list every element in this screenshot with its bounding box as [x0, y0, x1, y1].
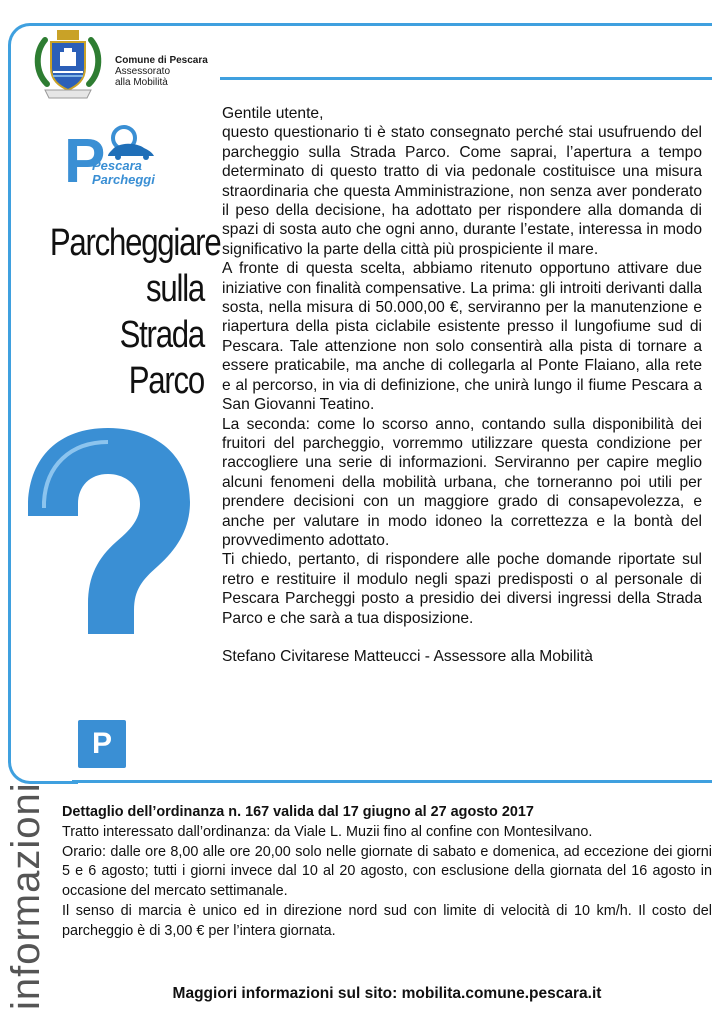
frame-top-line [220, 77, 712, 80]
letter-body [222, 104, 702, 666]
letter-paragraph: La seconda: come lo scorso anno, contando sulla disponibilità dei fruitori del parcheggio, vorremmo utilizzare questa condizione per raccogliere una serie di informazioni. Serviranno per capire meglio alcuni fenomeni della mobilità urbana, che torneranno poi utili per prendere decisioni con un maggiore grado di consapevolezza, e anche per valutare in modo idoneo la correttezza e la bontà del provvedimento adottato. [222, 415, 702, 549]
side-label: informazioni [4, 782, 48, 1010]
letter-paragraph: A fronte di questa scelta, abbiamo ritenuto opportuno attivare due iniziative con finalità compensative. La prima: gli introiti derivanti dalla sosta, nella misura di 50.000,00 €, serviranno per la manutenzione e riapertura della pista ciclabile esistente presso il lungofiume sud di Pescara. Tale attenzione non solo consentirà alla pista di tornare a essere praticabile, ma anche di collegarla al Ponte Flaiano, alla rete e al percorso, in via di definizione, che unirà lungo il fiume Pescara a San Giovanni Teatino. [222, 260, 702, 414]
frame-top-border [8, 23, 712, 80]
parking-sign: P [78, 720, 126, 768]
city-crest-icon [33, 28, 103, 104]
org-name: Comune di Pescara [115, 55, 208, 66]
pescara-parcheggi-logo-icon [62, 124, 172, 194]
brand-line1: Pescara [92, 158, 142, 173]
svg-text:P: P [64, 127, 106, 194]
title-line2: sulla [146, 268, 204, 310]
ordinance-details [62, 803, 712, 942]
letter-signature: Stefano Civitarese Matteucci - Assessore alla Mobilità [222, 647, 593, 665]
org-dept-line2: alla Mobilità [115, 77, 168, 88]
letter-paragraph: Ti chiedo, pertanto, di rispondere alle poche domande riportate sul retro e restituire il modulo negli spazi predisposti o al personale di Pescara Parcheggi posto a presidio dei diversi ingressi della Strada Parco e che sarà a tua disposizione. [222, 551, 702, 627]
letter-paragraph: questo questionario ti è stato consegnato perché stai usufruendo del parcheggio sulla Strada Parco. Come saprai, l’apertura a tempo determinato di questo tratto di via pedonale costituisce una misura straordinaria che questa Amministrazione, non senza aver ponderato il peso della decisione, ha adottato per rispondere alla domanda di spazi di sosta auto che ogni anno, durante l’estate, interessa in modo significativo la parte della città più prospiciente il mare. [222, 124, 702, 258]
frame-bottom-line [72, 780, 712, 783]
page-title [49, 220, 221, 404]
org-block [115, 55, 208, 88]
title-line4: Parco [128, 360, 204, 402]
question-mark-icon [18, 420, 198, 720]
frame-bottom-corner [8, 760, 78, 784]
org-dept-line1: Assessorato [115, 66, 171, 77]
title-line1: Parcheggiare [49, 222, 221, 264]
footer-info: Maggiori informazioni sul sito: mobilita.comune.pescara.it [172, 985, 602, 1002]
brand-line2: Parcheggi [92, 172, 155, 187]
frame-left-line [8, 80, 11, 760]
details-line: Tratto interessato dall’ordinanza: da Viale L. Muzii fino al confine con Montesilvano. [62, 823, 593, 840]
letter-greeting: Gentile utente, [222, 105, 324, 122]
title-line3: Strada [119, 314, 204, 356]
details-heading: Dettaglio dell’ordinanza n. 167 valida dal 17 giugno al 27 agosto 2017 [62, 804, 534, 820]
details-line: Il senso di marcia è unico ed in direzione nord sud con limite di velocità di 10 km/h. Il costo del parcheggio è di 3,00 € per l’intera giornata. [62, 902, 712, 939]
details-line: Orario: dalle ore 8,00 alle ore 20,00 solo nelle giornate di sabato e domenica, ad eccezione dei giorni 5 e 6 agosto; tutti i giorni invece dal 10 al 20 agosto, con esclusione della giornata del 16 agosto in occasione del mercato settimanale. [62, 843, 712, 900]
